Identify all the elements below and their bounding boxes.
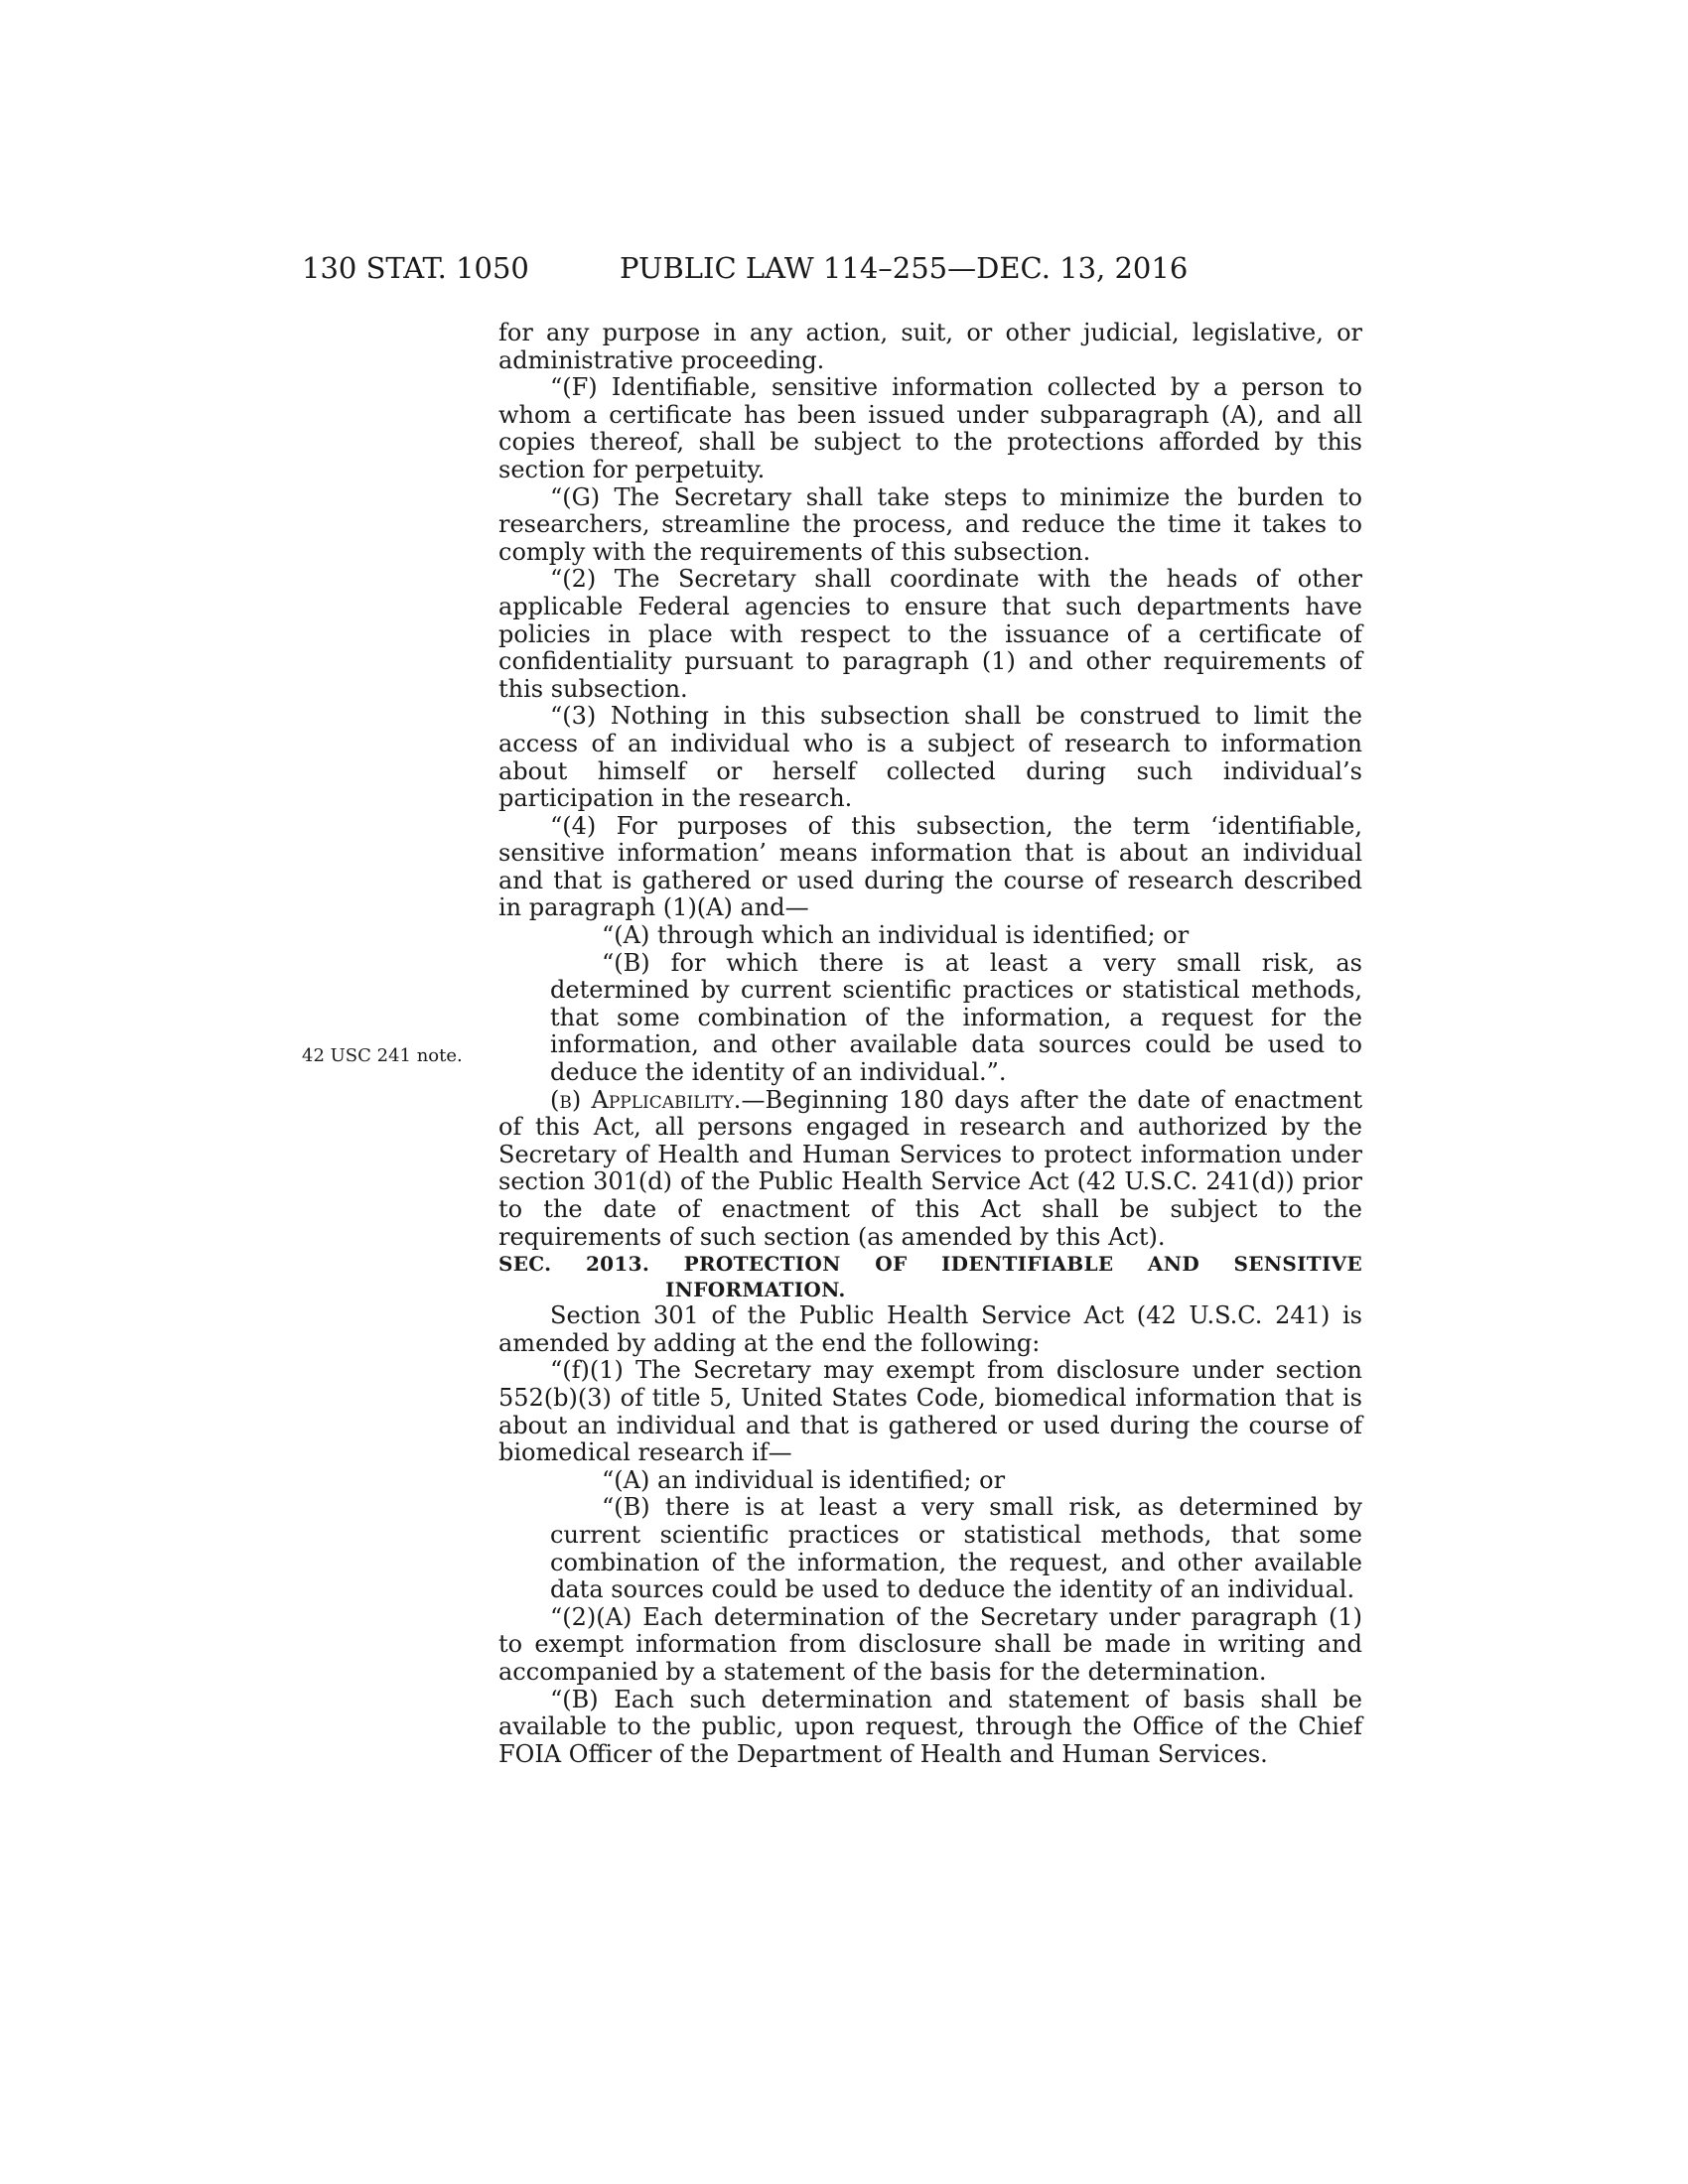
page-header [302, 248, 1215, 288]
document-body [498, 320, 1362, 1768]
subparagraph-A: “(A) through which an individual is identified; or [602, 921, 1190, 950]
paragraph-G: “(G) The Secretary shall take steps to minimize the burden to researchers, streamline the process, and reduce the time it takes to comply with the requirements of this subsection. [498, 482, 1362, 566]
public-law-title: PUBLIC LAW 114–255—DEC. 13, 2016 [620, 251, 1189, 285]
paragraph-2A: “(2)(A) Each determination of the Secretary under paragraph (1) to exempt information from disclosure shall be made in writing and accompanied by a statement of the basis for the determination. [498, 1602, 1362, 1686]
applicability-label: (b) Applicability. [550, 1085, 742, 1114]
section-intro: Section 301 of the Public Health Service Act (42 U.S.C. 241) is amended by adding at the end the following: [498, 1301, 1362, 1357]
paragraph-3: “(3) Nothing in this subsection shall be construed to limit the access of an individual who is a subject of research to information about himself or herself collected during such individual’s participation in the research. [498, 702, 1362, 813]
margin-note: 42 USC 241 note. [302, 1045, 463, 1066]
paragraph-F: “(F) Identifiable, sensitive information collected by a person to whom a certificate has been issued under subparagraph (A), and all copies thereof, shall be subject to the protections afforded by this section for perpetuity. [498, 373, 1362, 483]
subparagraph-f-B: “(B) there is at least a very small risk, as determined by current scientific practices or statistical methods, that some combination of the information, the request, and other available data sources could be used to deduce the identity of an individual. [550, 1493, 1362, 1604]
applicability-paragraph [498, 1087, 1362, 1252]
paragraph-continued: for any purpose in any action, suit, or other judicial, legislative, or administrative proceeding. [498, 319, 1362, 374]
statute-page-number: 130 STAT. 1050 [302, 251, 529, 285]
paragraph-f1: “(f)(1) The Secretary may exempt from disclosure under section 552(b)(3) of title 5, United States Code, biomedical information that is about an individual and that is gathered or used during the course of biomedical research if— [498, 1356, 1362, 1467]
subparagraph-B: “(B) for which there is at least a very small risk, as determined by current scientific practices or statistical methods, that some combination of the information, a request for the information, and other available data sources could be used to deduce the identity of an individual.”. [550, 948, 1362, 1087]
paragraph-2: “(2) The Secretary shall coordinate with the heads of other applicable Federal agencies to ensure that such departments have policies in place with respect to the issuance of a certificate of confidentiality pursuant to paragraph (1) and other requirements of this subsection. [498, 565, 1362, 703]
subparagraph-f-A: “(A) an individual is identified; or [602, 1465, 1006, 1494]
applicability-text: —Beginning 180 days after the date of enactment of this Act, all persons engaged in research and authorized by the Secretary of Health and Human Services to protect information under section 301(d) of the Public Health Service Act (42 U.S.C. 241(d)) prior to the date of enactment of this Act shall be subject to the requirements of such section (as amended by this Act). [498, 1085, 1362, 1251]
section-heading: SEC. 2013. PROTECTION OF IDENTIFIABLE AND SENSITIVE INFORMATION. [498, 1252, 1362, 1302]
paragraph-4: “(4) For purposes of this subsection, the term ‘identifiable, sensitive information’ means information that is about an individual and that is gathered or used during the course of research described in paragraph (1)(A) and— [498, 811, 1362, 922]
paragraph-2B: “(B) Each such determination and statement of basis shall be available to the public, upon request, through the Office of the Chief FOIA Officer of the Department of Health and Human Services. [498, 1685, 1362, 1768]
